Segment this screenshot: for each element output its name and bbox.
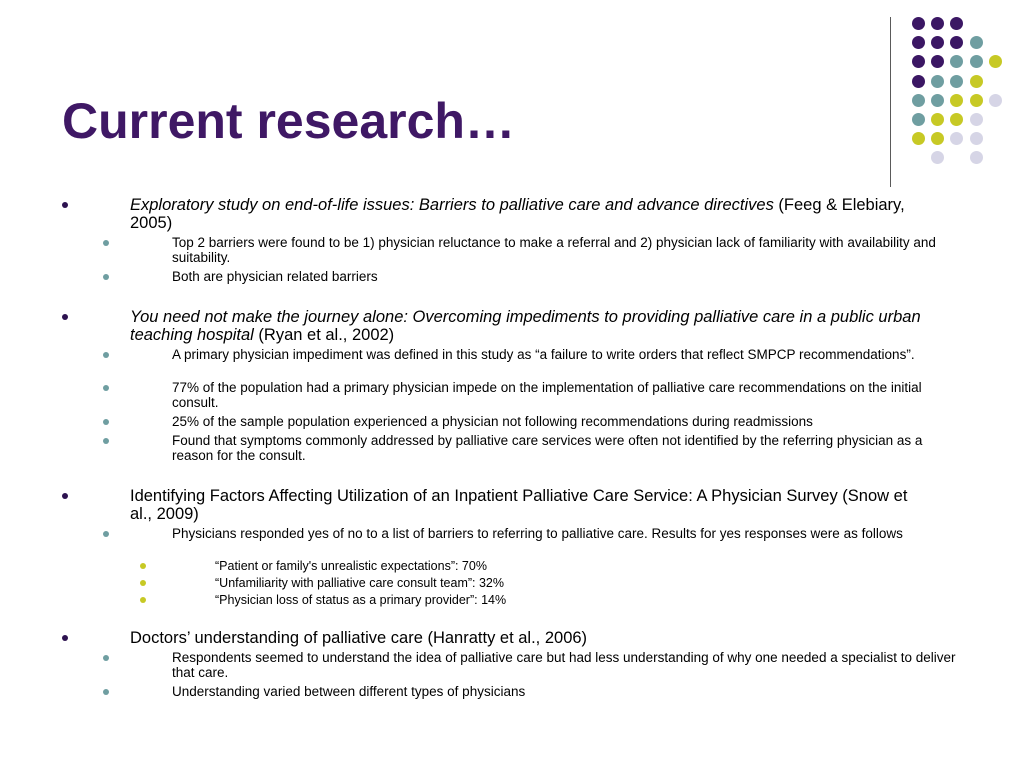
bullet-marker	[103, 689, 109, 695]
bullet-text: 25% of the sample population experienced a physician not following recommendations during readmissions	[172, 414, 813, 429]
bullet-level-1-text	[130, 487, 930, 523]
bullet-text: “Physician loss of status as a primary provider”: 14%	[215, 593, 507, 607]
bullet-text: Found that symptoms commonly addressed by palliative care services were often not identified by the referring physician as a reason for the consult.	[172, 433, 923, 463]
bullet-level-1-text	[130, 196, 930, 232]
bullet-level-2-text	[172, 650, 962, 680]
bullet-level-2-text	[172, 526, 962, 541]
bullet-level-2-text	[172, 347, 962, 362]
bullet-marker	[140, 597, 146, 603]
bullet-text: Understanding varied between different types of physicians	[172, 684, 526, 699]
bullet-text: Physicians responded yes of no to a list of barriers to referring to palliative care. Results for yes responses were as follows	[172, 526, 903, 541]
slide-title: Current research…	[62, 93, 515, 149]
bullet-text: Identifying Factors Affecting Utilization of an Inpatient Palliative Care Service: A Physician Survey (Snow et al., 2009)	[130, 487, 908, 523]
bullet-text: A primary physician impediment was defined in this study as “a failure to write orders that reflect SMPCP recommendations”.	[172, 347, 915, 362]
bullet-marker	[103, 419, 109, 425]
bullet-marker	[62, 635, 68, 641]
bullet-text: “Patient or family's unrealistic expectations”: 70%	[215, 559, 487, 573]
bullet-text: Both are physician related barriers	[172, 269, 378, 284]
bullet-level-2-text	[172, 414, 962, 429]
bullet-marker	[103, 438, 109, 444]
bullet-marker	[62, 493, 68, 499]
bullet-level-1-text	[130, 629, 930, 647]
bullet-level-3-text	[215, 559, 915, 573]
bullet-text: (Ryan et al., 2002)	[253, 326, 395, 344]
bullet-level-3-text	[215, 576, 915, 590]
bullet-text: 77% of the population had a primary physician impede on the implementation of palliative care recommendations on the initial consult.	[172, 380, 922, 410]
bullet-text: “Unfamiliarity with palliative care consult team”: 32%	[215, 576, 504, 590]
bullet-text: Respondents seemed to understand the idea of palliative care but had less understanding of why one needed a specialist to deliver that care.	[172, 650, 956, 680]
bullet-level-2-text	[172, 235, 962, 265]
bullet-level-2-text	[172, 380, 962, 410]
bullet-level-3-text	[215, 593, 915, 607]
bullet-marker	[103, 352, 109, 358]
study-title: Exploratory study on end-of-life issues: Barriers to palliative care and advance directives	[130, 196, 774, 214]
bullet-text: Doctors’ understanding of palliative care (Hanratty et al., 2006)	[130, 629, 588, 647]
bullet-marker	[103, 531, 109, 537]
bullet-marker	[103, 385, 109, 391]
bullet-marker	[103, 274, 109, 280]
bullet-marker	[103, 655, 109, 661]
bullet-level-2-text	[172, 433, 962, 463]
study-title: You need not make the journey alone: Overcoming impediments to providing palliative care in a public urban teaching hospital	[130, 308, 921, 344]
bullet-level-2-text	[172, 684, 962, 699]
bullet-marker	[62, 202, 68, 208]
bullet-text: Top 2 barriers were found to be 1) physician reluctance to make a referral and 2) physician lack of familiarity with availability and suitability.	[172, 235, 936, 265]
bullet-marker	[140, 563, 146, 569]
bullet-level-1-text	[130, 308, 930, 344]
bullet-level-2-text	[172, 269, 962, 284]
bullet-marker	[103, 240, 109, 246]
bullet-marker	[140, 580, 146, 586]
bullet-text: (Feeg & Elebiary, 2005)	[130, 196, 905, 232]
bullet-marker	[62, 314, 68, 320]
